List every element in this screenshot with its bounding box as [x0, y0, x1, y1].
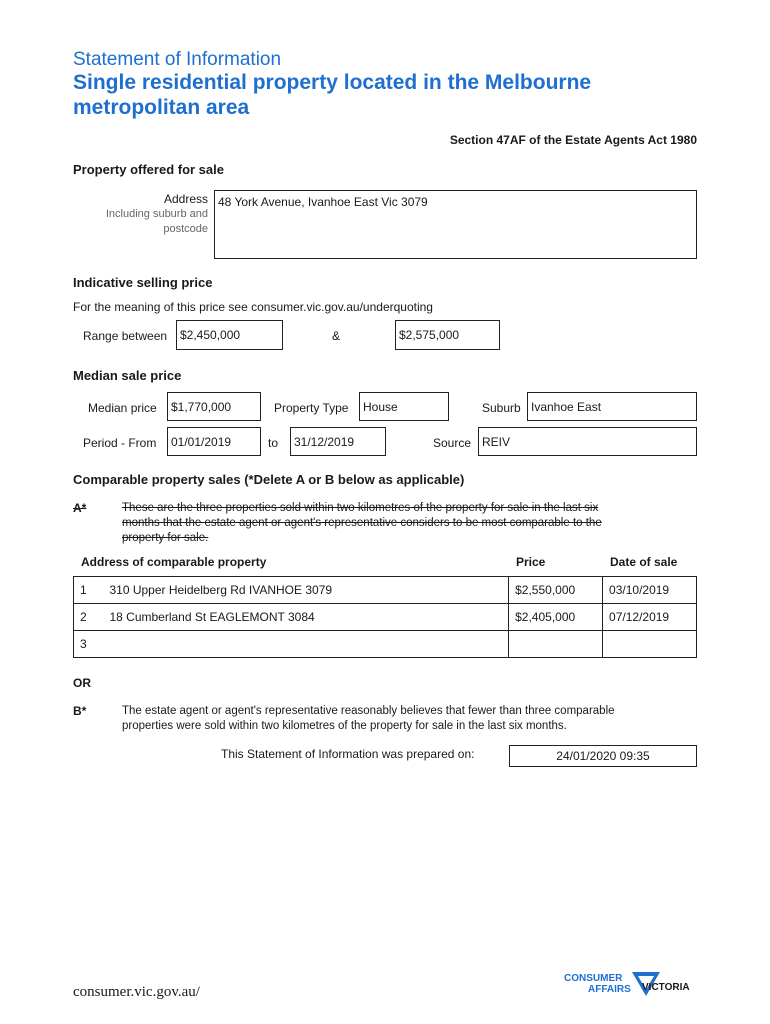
comparable-address-cell[interactable] [103, 631, 508, 658]
comparable-address-cell[interactable]: 310 Upper Heidelberg Rd IVANHOE 3079 [103, 577, 508, 604]
option-a-text-3: property for sale. [122, 532, 209, 544]
document-subtitle: Statement of Information [73, 49, 282, 70]
period-to-label: to [268, 436, 279, 450]
act-reference: Section 47AF of the Estate Agents Act 1980 [449, 133, 697, 147]
median-price-label: Median price [88, 401, 157, 415]
property-heading: Property offered for sale [73, 162, 224, 177]
option-b-marker: B* [73, 704, 87, 718]
row-number: 3 [74, 631, 104, 658]
comparable-price-cell[interactable] [509, 631, 603, 658]
comparable-price-cell[interactable]: $2,550,000 [509, 577, 603, 604]
suburb-field[interactable]: Ivanhoe East [527, 392, 697, 421]
table-row [74, 577, 697, 604]
suburb-label: Suburb [482, 401, 521, 415]
period-from-field[interactable]: 01/01/2019 [167, 427, 261, 456]
property-type-field[interactable]: House [359, 392, 449, 421]
col-header-price: Price [516, 555, 546, 569]
period-to-field[interactable]: 31/12/2019 [290, 427, 386, 456]
period-from-label: Period - From [83, 436, 157, 450]
indicative-heading: Indicative selling price [73, 275, 213, 290]
logo-line1: CONSUMER [564, 973, 623, 984]
median-price-field[interactable]: $1,770,000 [167, 392, 261, 421]
row-number: 2 [74, 604, 104, 631]
comparable-date-cell[interactable] [603, 631, 697, 658]
table-row [74, 604, 697, 631]
address-label: Address [163, 192, 208, 206]
source-label: Source [433, 436, 472, 450]
logo-word: VICTORIA [642, 982, 690, 993]
comparable-date-cell[interactable]: 07/12/2019 [603, 604, 697, 631]
indicative-note: For the meaning of this price see consumer.vic.gov.au/underquoting [73, 300, 433, 314]
property-type-label: Property Type [274, 401, 349, 415]
col-header-address: Address of comparable property [81, 555, 267, 569]
prepared-label: This Statement of Information was prepared on: [221, 747, 475, 761]
consumer-affairs-victoria-logo [562, 970, 698, 1004]
logo-line2: AFFAIRS [588, 984, 631, 995]
comparable-price-cell[interactable]: $2,405,000 [509, 604, 603, 631]
table-row [74, 631, 697, 658]
option-b-text-1: The estate agent or agent's representative reasonably believes that fewer than three comparable [122, 705, 615, 717]
comparable-heading: Comparable property sales (*Delete A or B below as applicable) [73, 472, 465, 487]
comparable-table [73, 576, 697, 658]
price-low-field[interactable]: $2,450,000 [176, 320, 283, 350]
or-separator: OR [73, 676, 91, 690]
option-b-text-2: properties were sold within two kilometres of the property for sale in the last six months. [122, 720, 567, 732]
median-heading: Median sale price [73, 368, 182, 383]
row-number: 1 [74, 577, 104, 604]
range-label: Range between [83, 329, 168, 343]
comparable-address-cell[interactable]: 18 Cumberland St EAGLEMONT 3084 [103, 604, 508, 631]
prepared-date-field[interactable]: 24/01/2020 09:35 [509, 745, 697, 767]
source-field[interactable]: REIV [478, 427, 697, 456]
address-field[interactable]: 48 York Avenue, Ivanhoe East Vic 3079 [214, 190, 697, 259]
comparable-date-cell[interactable]: 03/10/2019 [603, 577, 697, 604]
option-a-marker: A* [73, 501, 87, 515]
address-sublabel-2: postcode [163, 223, 208, 235]
option-a-text-1: These are the three properties sold within two kilometres of the property for sale in the last six [122, 502, 599, 514]
footer-url[interactable]: consumer.vic.gov.au/ [73, 984, 200, 1000]
option-a-text-2: months that the estate agent or agent's representative considers to be most comparable to the [122, 517, 602, 529]
price-high-field[interactable]: $2,575,000 [395, 320, 500, 350]
document-title-line1: Single residential property located in the Melbourne [73, 71, 592, 94]
range-ampersand: & [332, 329, 341, 343]
document-title-line2: metropolitan area [73, 96, 250, 119]
col-header-date: Date of sale [610, 555, 678, 569]
address-sublabel: Including suburb and [105, 208, 208, 220]
